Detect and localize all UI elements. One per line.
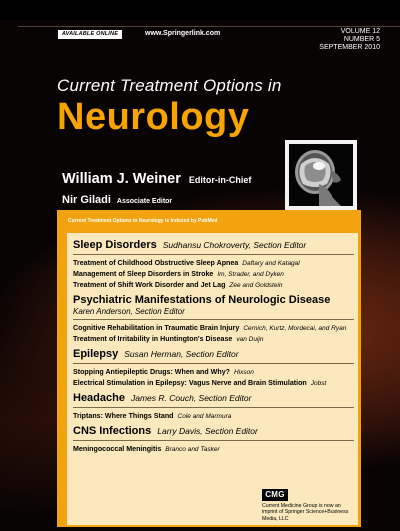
section-editor: Sudhansu Chokroverty, Section Editor bbox=[162, 240, 307, 250]
editor-in-chief bbox=[62, 170, 251, 188]
section-editor: Susan Herman, Section Editor bbox=[124, 349, 239, 359]
header-rule bbox=[18, 26, 400, 27]
table-of-contents bbox=[67, 233, 358, 525]
volume-label: VOLUME 12 bbox=[340, 28, 380, 35]
pubmed-note: Current Treatment Options in Neurology is Indexed by PubMed bbox=[68, 218, 218, 224]
article-item[interactable]: Stopping Antiepileptic Drugs: When and Why? Hixson bbox=[73, 368, 254, 376]
section-title: Headache James R. Couch, Section Editor bbox=[73, 392, 252, 404]
section-divider bbox=[73, 440, 354, 441]
article-item[interactable]: Triptans: Where Things Stand Cole and Marmura bbox=[73, 412, 232, 420]
section-divider bbox=[73, 407, 354, 408]
journal-title: Neurology bbox=[57, 96, 250, 138]
date-label: SEPTEMBER 2010 bbox=[319, 44, 380, 51]
section-editor: Karen Anderson, Section Editor bbox=[73, 307, 185, 316]
springerlink-url[interactable]: www.Springerlink.com bbox=[145, 30, 221, 37]
article-item[interactable]: Meningococcal Meningitis Branco and Tasker bbox=[73, 445, 220, 453]
section-title: CNS Infections Larry Davis, Section Editor bbox=[73, 425, 258, 437]
section-editor: Larry Davis, Section Editor bbox=[157, 426, 258, 436]
article-item[interactable]: Cognitive Rehabilitation in Traumatic Brain Injury Cernich, Kurtz, Mordecai, and Ryan bbox=[73, 324, 347, 332]
mri-scan-image bbox=[285, 140, 357, 210]
article-item[interactable]: Treatment of Irritability in Huntington's Disease van Duijn bbox=[73, 335, 264, 343]
article-item[interactable]: Electrical Stimulation in Epilepsy: Vagus Nerve and Brain Stimulation Jobst bbox=[73, 379, 327, 387]
associate-editor bbox=[62, 190, 172, 208]
section-title: Epilepsy Susan Herman, Section Editor bbox=[73, 348, 239, 360]
cmg-logo: CMG bbox=[262, 489, 288, 501]
section-title: Psychiatric Manifestations of Neurologic Disease bbox=[73, 294, 331, 306]
editor-name: William J. Weiner bbox=[62, 171, 181, 187]
number-label: NUMBER 5 bbox=[343, 36, 380, 43]
top-band bbox=[0, 0, 400, 20]
article-item[interactable]: Management of Sleep Disorders in Stroke Im, Strader, and Dyken bbox=[73, 270, 284, 278]
editor-role: Editor-in-Chief bbox=[188, 175, 252, 185]
associate-editor-role: Associate Editor bbox=[116, 198, 173, 205]
section-divider bbox=[73, 254, 354, 255]
associate-editor-name: Nir Giladi bbox=[62, 194, 111, 206]
series-title: Current Treatment Options in bbox=[57, 76, 282, 95]
publisher-note: Current Medicine Group is now an imprint of Springer Science+Business Media, LLC bbox=[262, 503, 349, 522]
section-divider bbox=[73, 319, 354, 320]
issue-info bbox=[319, 28, 380, 52]
article-item[interactable]: Treatment of Childhood Obstructive Sleep Apnea Daftary and Katagal bbox=[73, 259, 300, 267]
available-online-badge: AVAILABLE ONLINE bbox=[58, 30, 122, 39]
section-editor: James R. Couch, Section Editor bbox=[130, 393, 252, 403]
mri-head-icon bbox=[289, 144, 353, 206]
section-title: Sleep Disorders Sudhansu Chokroverty, Section Editor bbox=[73, 239, 307, 251]
section-divider bbox=[73, 363, 354, 364]
article-item[interactable]: Treatment of Shift Work Disorder and Jet Lag Zee and Goldstein bbox=[73, 281, 283, 289]
